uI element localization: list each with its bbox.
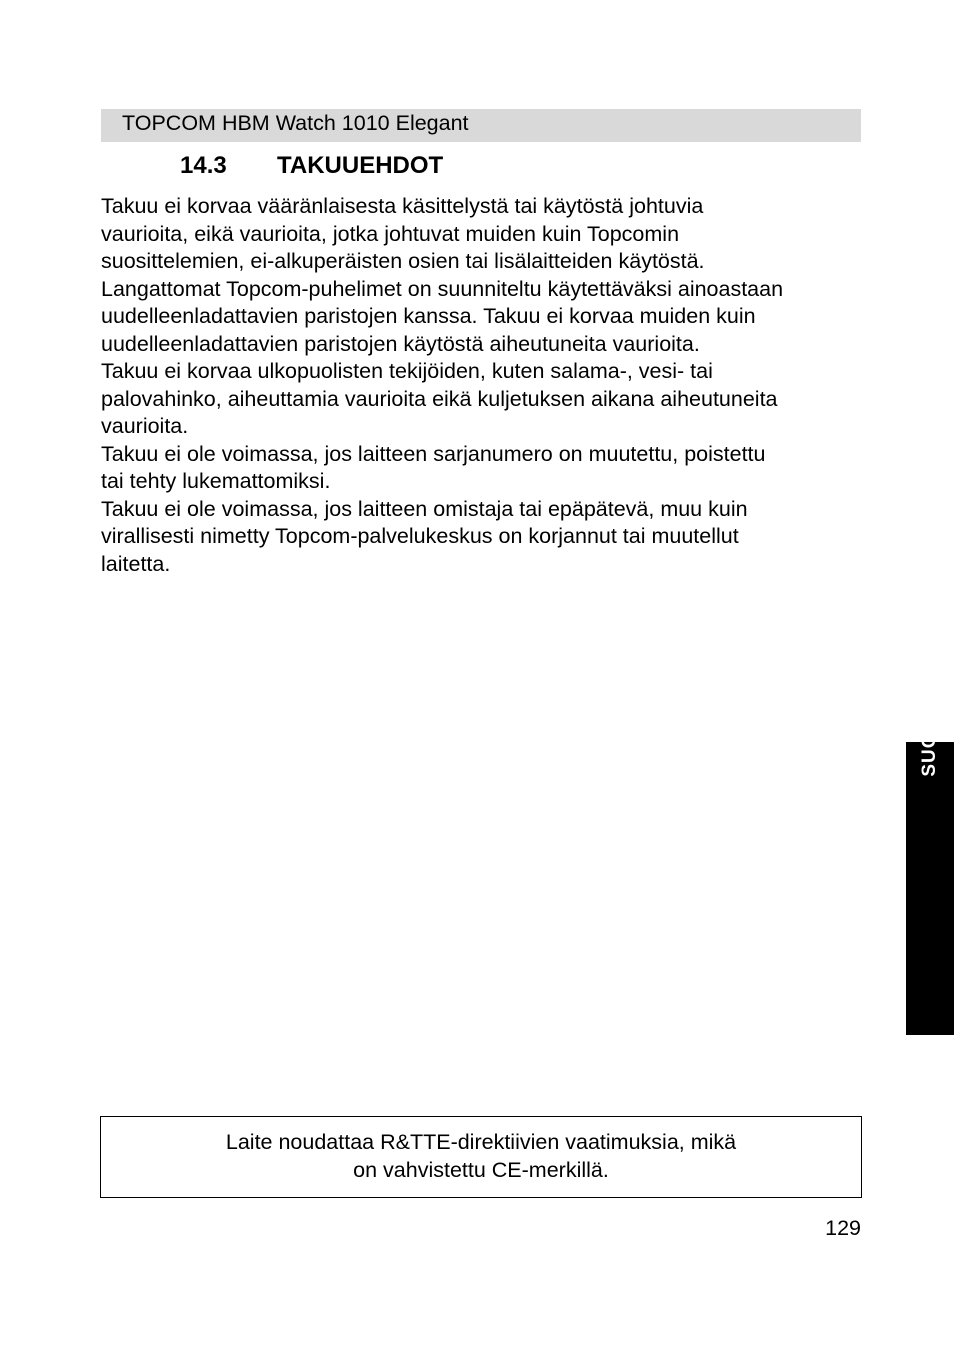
text-line: Takuu ei ole voimassa, jos laitteen sarjanumero on muutettu, poistettu	[101, 441, 766, 466]
text-line: virallisesti nimetty Topcom-palvelukeskus on korjannut tai muutellut	[101, 524, 739, 548]
section-title: TAKUUEHDOT	[277, 152, 444, 179]
language-tab-label: SUOMI	[919, 708, 940, 777]
text-line: Langattomat Topcom-puhelimet on suunniteltu käytettäväksi ainoastaan	[101, 276, 784, 301]
text-line: uudelleenladattavien paristojen käytöstä aiheutuneita vaurioita.	[101, 331, 700, 356]
language-tab	[906, 708, 954, 1035]
document-title: TOPCOM HBM Watch 1010 Elegant	[122, 111, 469, 135]
notice-line: on vahvistettu CE-merkillä.	[353, 1157, 609, 1182]
text-line: suosittelemien, ei-alkuperäisten osien tai lisälaitteiden käytöstä.	[101, 249, 705, 273]
section-number: 14.3	[180, 152, 227, 179]
text-line: uudelleenladattavien paristojen kanssa. Takuu ei korvaa muiden kuin	[101, 304, 756, 328]
notice-line: Laite noudattaa R&TTE-direktiivien vaatimuksia, mikä	[225, 1130, 737, 1154]
text-line: Takuu ei korvaa vääränlaisesta käsittelystä tai käytöstä johtuvia	[101, 194, 704, 218]
compliance-notice	[100, 1116, 862, 1198]
warranty-text	[101, 193, 861, 578]
text-line: laitetta.	[101, 551, 171, 576]
document-header	[101, 109, 861, 142]
section-heading	[180, 150, 443, 182]
text-line: vaurioita, eikä vaurioita, jotka johtuvat muiden kuin Topcomin	[101, 221, 680, 246]
text-line: tai tehty lukemattomiksi.	[101, 469, 331, 493]
text-line: Takuu ei ole voimassa, jos laitteen omistaja tai epäpätevä, muu kuin	[101, 496, 748, 521]
page-number: 129	[825, 1216, 861, 1240]
text-line: Takuu ei korvaa ulkopuolisten tekijöiden, kuten salama-, vesi- tai	[101, 359, 713, 383]
text-line: vaurioita.	[101, 414, 189, 438]
text-line: palovahinko, aiheuttamia vaurioita eikä kuljetuksen aikana aiheutuneita	[101, 386, 778, 411]
